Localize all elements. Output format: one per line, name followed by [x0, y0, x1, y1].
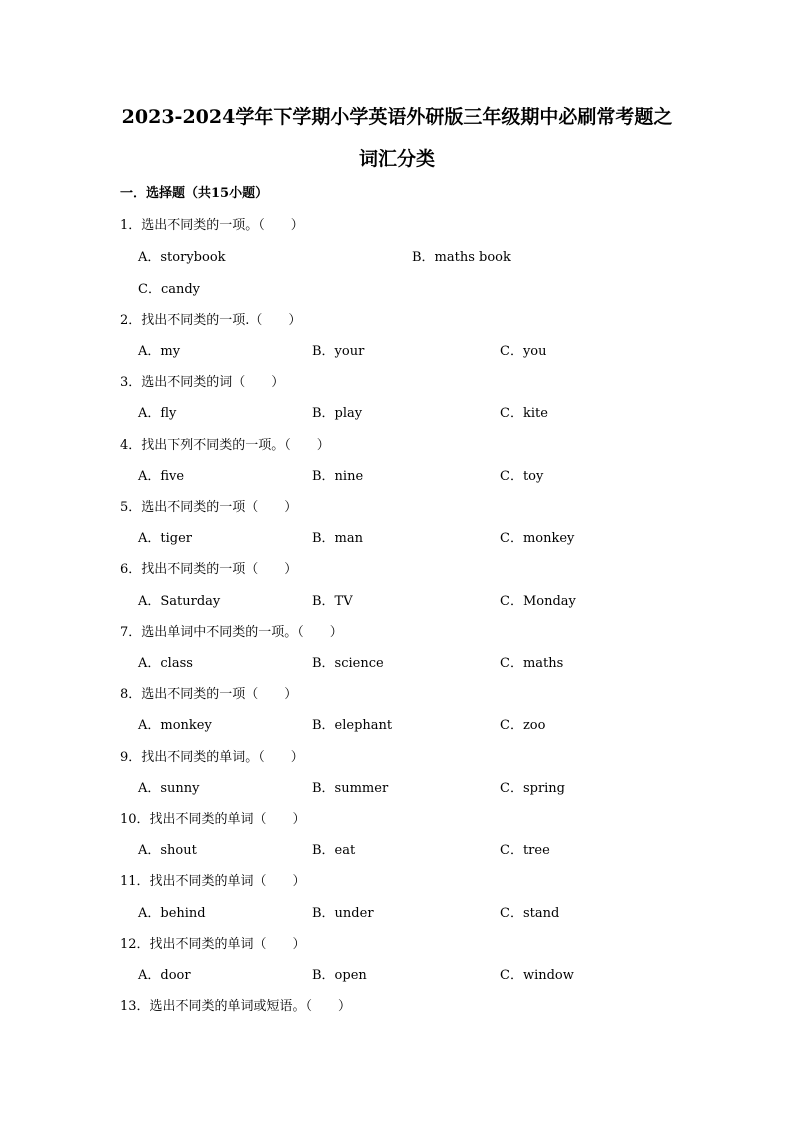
option-c: C．tree: [500, 843, 550, 858]
option-c: C．monkey: [500, 531, 575, 546]
option-a: A．storybook: [138, 250, 226, 265]
option-b: B．under: [312, 906, 374, 921]
question-stem: 12．找出不同类的单词（ ）: [120, 937, 306, 952]
question-stem: 4．找出下列不同类的一项。（ ）: [120, 438, 330, 453]
option-c: C．window: [500, 968, 574, 983]
question-stem: 10．找出不同类的单词（ ）: [120, 812, 306, 827]
section-heading: 一．选择题（共15小题）: [120, 186, 269, 201]
option-c: C．kite: [500, 406, 548, 421]
option-c: C．stand: [500, 906, 560, 921]
option-c: C．toy: [500, 469, 544, 484]
option-a: A．fly: [138, 406, 177, 421]
question-stem: 13．选出不同类的单词或短语。（ ）: [120, 999, 352, 1014]
option-c: C．spring: [500, 781, 566, 796]
option-b: B．summer: [312, 781, 389, 796]
question-stem: 5．选出不同类的一项（ ）: [120, 500, 298, 515]
page-title-line2: 词汇分类: [358, 148, 435, 170]
option-a: A．behind: [138, 906, 206, 921]
question-stem: 11．找出不同类的单词（ ）: [120, 874, 306, 889]
question-stem: 7．选出单词中不同类的一项。（ ）: [120, 625, 343, 640]
option-b: B．maths book: [412, 250, 511, 265]
option-a: A．monkey: [138, 718, 212, 733]
option-a: A．five: [138, 469, 185, 484]
option-b: B．your: [312, 344, 365, 359]
option-c: C．Monday: [500, 594, 576, 609]
question-stem: 3．选出不同类的词（ ）: [120, 375, 285, 390]
option-b: B．eat: [312, 843, 356, 858]
option-c: C．candy: [138, 282, 201, 297]
question-stem: 8．选出不同类的一项（ ）: [120, 687, 298, 702]
option-b: B．TV: [312, 594, 353, 609]
option-b: B．man: [312, 531, 364, 546]
option-b: B．play: [312, 406, 363, 421]
option-a: A．Saturday: [138, 594, 221, 609]
question-stem: 1．选出不同类的一项。（ ）: [120, 218, 304, 233]
option-b: B．science: [312, 656, 384, 671]
option-b: B．nine: [312, 469, 364, 484]
page-title-line1: 2023-2024学年下学期小学英语外研版三年级期中必刷常考题之: [121, 106, 673, 128]
option-c: C．zoo: [500, 718, 546, 733]
option-a: A．shout: [138, 843, 197, 858]
option-c: C．you: [500, 344, 547, 359]
option-c: C．maths: [500, 656, 564, 671]
question-stem: 2．找出不同类的一项.（ ）: [120, 313, 302, 328]
question-stem: 9．找出不同类的单词。（ ）: [120, 750, 304, 765]
option-b: B．open: [312, 968, 367, 983]
option-a: A．class: [138, 656, 193, 671]
option-a: A．my: [138, 344, 181, 359]
option-a: A．tiger: [138, 531, 192, 546]
option-a: A．door: [138, 968, 191, 983]
question-stem: 6．找出不同类的一项（ ）: [120, 562, 298, 577]
option-a: A．sunny: [138, 781, 200, 796]
option-b: B．elephant: [312, 718, 393, 733]
